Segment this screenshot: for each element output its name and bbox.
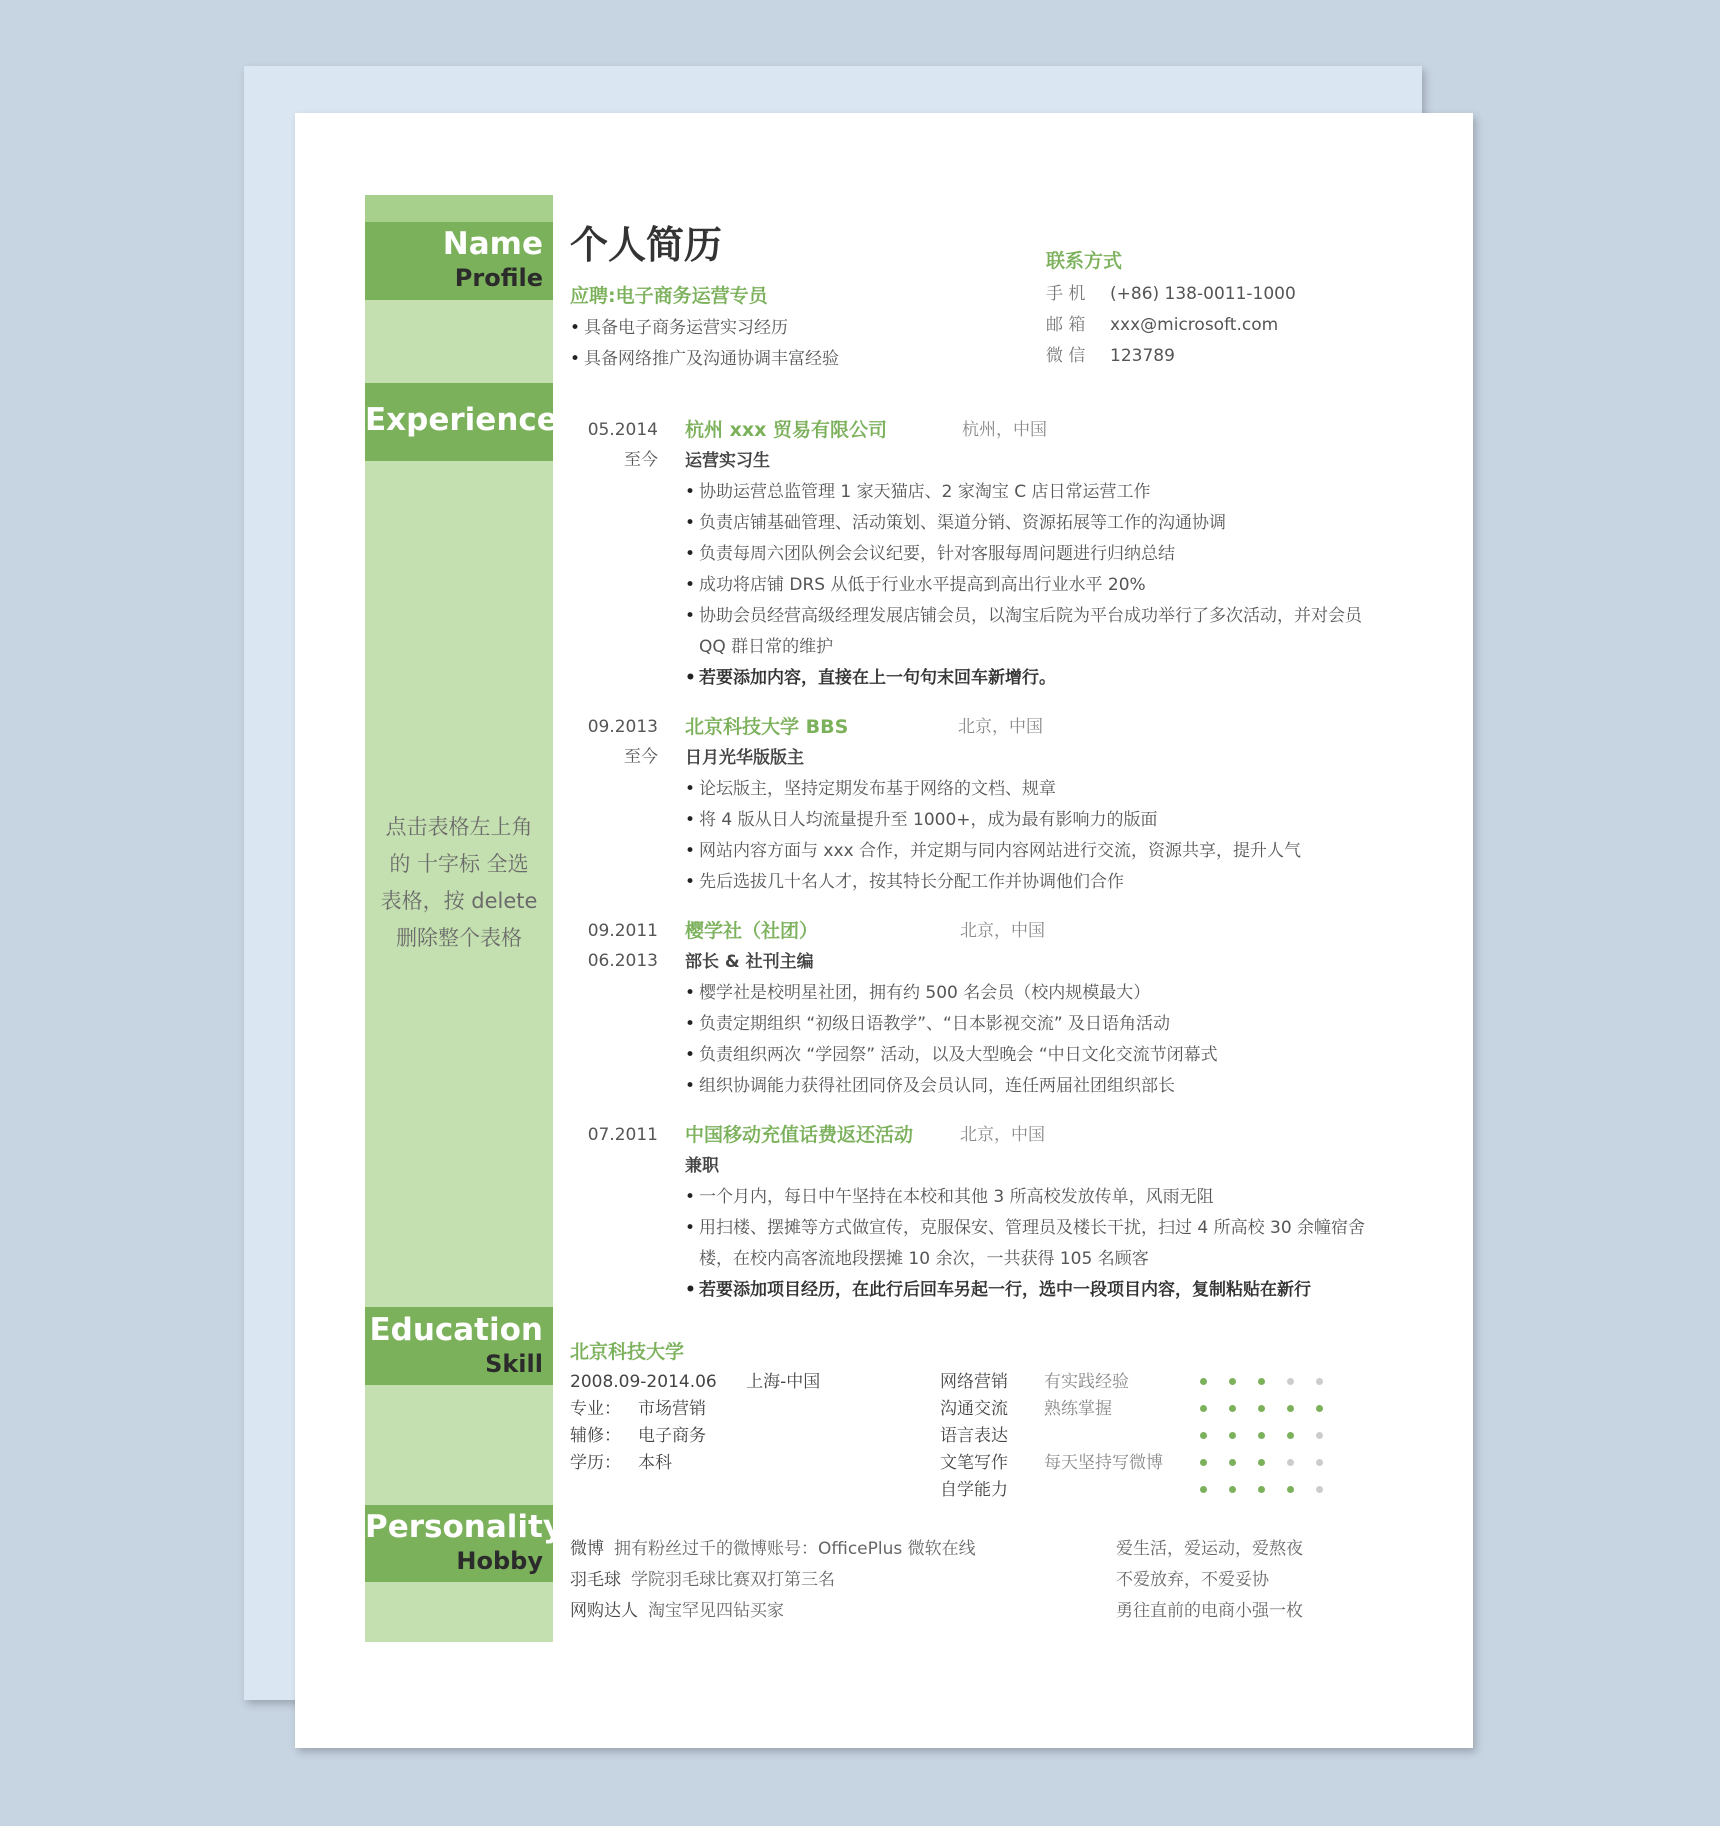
duty-item: • 负责每周六团队例会会议纪要，针对客服每周问题进行归纳总结	[685, 539, 1385, 570]
skill-row	[940, 1450, 1163, 1477]
company-location: 北京，中国	[960, 921, 1045, 941]
highlight-item: • 具备网络推广及沟通协调丰富经验	[570, 344, 839, 375]
rating-dot-filled	[1200, 1486, 1207, 1493]
edu-major-row	[570, 1396, 706, 1423]
start-date: 09.2011	[587, 921, 658, 941]
highlights-list	[570, 313, 839, 375]
skill-desc: 有实践经验	[1044, 1372, 1129, 1392]
date-range	[570, 712, 658, 772]
company-location: 杭州，中国	[962, 420, 1047, 440]
rating-dot-empty	[1316, 1486, 1323, 1493]
minor-value: 电子商务	[638, 1426, 706, 1446]
highlight-item: • 具备电子商务运营实习经历	[570, 313, 839, 344]
personality-label: Personality	[365, 1509, 564, 1545]
education-label: Education	[369, 1312, 543, 1348]
rating-dot-filled	[1258, 1405, 1265, 1412]
edu-minor-row	[570, 1423, 706, 1450]
school-name: 北京科技大学	[570, 1341, 685, 1363]
experience-label: Experience	[365, 402, 558, 438]
rating-dot-empty	[1316, 1378, 1323, 1385]
duty-item: • 协助运营总监管理 1 家天猫店、2 家淘宝 C 店日常运营工作	[685, 477, 1385, 508]
skill-row	[940, 1423, 1044, 1450]
contact-wechat	[1046, 341, 1175, 371]
name-header	[365, 222, 553, 300]
job-role: 运营实习生	[685, 451, 770, 471]
hobby-name: 网购达人	[570, 1601, 638, 1621]
skill-desc: 熟练掌握	[1044, 1399, 1112, 1419]
skill-row	[940, 1369, 1129, 1396]
edu-period-row	[570, 1369, 820, 1396]
add-content-hint: • 若要添加内容，直接在上一句句末回车新增行。	[685, 663, 1385, 694]
apply-position: 应聘:电子商务运营专员	[570, 285, 768, 307]
skill-name: 语言表达	[940, 1426, 1008, 1446]
company-location: 北京，中国	[960, 1125, 1045, 1145]
rating-dot-filled	[1200, 1405, 1207, 1412]
name-label: Name	[442, 226, 543, 262]
sidebar-note	[365, 809, 553, 957]
contact-email	[1046, 310, 1278, 340]
education-header	[365, 1307, 553, 1385]
job-role: 日月光华版版主	[685, 748, 804, 768]
company-name: 杭州 xxx 贸易有限公司	[685, 419, 887, 441]
sidebar-note-line: 删除整个表格	[396, 926, 522, 950]
add-project-hint: • 若要添加项目经历，在此行后回车另起一行，选中一段项目内容，复制粘贴在新行	[685, 1275, 1385, 1306]
hobby-name: 羽毛球	[570, 1570, 621, 1590]
sidebar-note-line: 点击表格左上角	[385, 815, 533, 839]
skill-desc: 每天坚持写微博	[1044, 1453, 1163, 1473]
duty-item: • 成功将店铺 DRS 从低于行业水平提高到高出行业水平 20%	[685, 570, 1385, 601]
major-value: 市场营销	[638, 1399, 706, 1419]
hobby-label: Hobby	[456, 1547, 543, 1575]
skill-name: 文笔写作	[940, 1453, 1008, 1473]
phone-label: 手 机	[1046, 284, 1086, 304]
duty-list	[685, 774, 1385, 898]
date-range	[570, 1120, 658, 1150]
date-range	[570, 916, 658, 976]
end-date: 06.2013	[587, 951, 658, 971]
company-location: 北京，中国	[958, 717, 1043, 737]
rating-dot-filled	[1200, 1432, 1207, 1439]
rating-dot-filled	[1229, 1432, 1236, 1439]
personality-trait: 不爱放弃，不爱妥协	[1116, 1570, 1269, 1590]
rating-dot-filled	[1200, 1378, 1207, 1385]
contact-phone	[1046, 279, 1296, 309]
duty-item: • 负责定期组织 “初级日语教学”、“日本影视交流” 及日语角活动	[685, 1009, 1385, 1040]
rating-dot-filled	[1229, 1486, 1236, 1493]
email-label: 邮 箱	[1046, 315, 1086, 335]
personality-header	[365, 1505, 564, 1582]
rating-dot-filled	[1287, 1432, 1294, 1439]
duty-list	[685, 477, 1385, 694]
sidebar-top-band	[365, 195, 553, 222]
rating-dot-empty	[1287, 1378, 1294, 1385]
start-date: 09.2013	[587, 717, 658, 737]
rating-dot-filled	[1258, 1432, 1265, 1439]
hobby-desc: 学院羽毛球比赛双打第三名	[631, 1570, 835, 1590]
rating-dot-filled	[1316, 1405, 1323, 1412]
duty-item: • 网站内容方面与 xxx 合作，并定期与同内容网站进行交流，资源共享，提升人气	[685, 836, 1385, 867]
rating-dot-filled	[1258, 1378, 1265, 1385]
duty-item: • 负责组织两次 “学园祭” 活动，以及大型晚会 “中日文化交流节闭幕式	[685, 1040, 1385, 1071]
rating-dot-filled	[1229, 1405, 1236, 1412]
duty-item: • 一个月内，每日中午坚持在本校和其他 3 所高校发放传单，风雨无阻	[685, 1182, 1385, 1213]
skill-label: Skill	[485, 1350, 543, 1378]
edu-period: 2008.09-2014.06	[570, 1372, 717, 1392]
hobby-name: 微博	[570, 1539, 604, 1559]
duty-list	[685, 978, 1385, 1102]
end-date: 至今	[624, 450, 658, 470]
duty-item: • 协助会员经营高级经理发展店铺会员，以淘宝后院为平台成功举行了多次活动，并对会员 QQ 群日常的维护	[685, 601, 1385, 663]
hobby-row	[570, 1565, 835, 1596]
sidebar	[365, 195, 564, 1642]
profile-label: Profile	[454, 264, 543, 292]
resume-title: 个人简历	[570, 223, 723, 267]
start-date: 05.2014	[587, 420, 658, 440]
duty-item: • 论坛版主，坚持定期发布基于网络的文档、规章	[685, 774, 1385, 805]
hobby-desc: 拥有粉丝过千的微博账号：OfficePlus 微软在线	[614, 1539, 976, 1559]
major-label: 专业：	[570, 1399, 621, 1419]
duty-list	[685, 1182, 1385, 1306]
skill-name: 网络营销	[940, 1372, 1008, 1392]
edu-degree-row	[570, 1450, 672, 1477]
sidebar-note-line: 表格，按 delete	[380, 889, 538, 913]
skill-row	[940, 1396, 1112, 1423]
rating-dot-filled	[1287, 1405, 1294, 1412]
wechat-value: 123789	[1110, 346, 1175, 366]
rating-dot-empty	[1287, 1459, 1294, 1466]
job-role: 部长 & 社刊主编	[685, 952, 814, 972]
skill-name: 沟通交流	[940, 1399, 1008, 1419]
contact-title: 联系方式	[1046, 250, 1123, 272]
rating-dot-empty	[1316, 1459, 1323, 1466]
duty-item: • 组织协调能力获得社团同侪及会员认同，连任两届社团组织部长	[685, 1071, 1385, 1102]
rating-dot-filled	[1258, 1459, 1265, 1466]
sidebar-note-line: 的 十字标 全选	[389, 852, 529, 876]
email-value: xxx@microsoft.com	[1110, 315, 1279, 335]
duty-item: • 樱学社是校明星社团，拥有约 500 名会员（校内规模最大）	[685, 978, 1385, 1009]
skill-name: 自学能力	[940, 1480, 1008, 1500]
personality-trait: 爱生活，爱运动，爱熬夜	[1116, 1539, 1303, 1559]
degree-value: 本科	[638, 1453, 672, 1473]
personality-trait: 勇往直前的电商小强一枚	[1116, 1601, 1303, 1621]
company-name: 北京科技大学 BBS	[685, 716, 849, 738]
rating-dot-filled	[1200, 1459, 1207, 1466]
rating-dot-filled	[1287, 1486, 1294, 1493]
duty-item: • 用扫楼、摆摊等方式做宣传，克服保安、管理员及楼长干扰，扫过 4 所高校 30 余幢宿舍楼，在校内高客流地段摆摊 10 余次，一共获得 105 名顾客	[685, 1213, 1385, 1275]
duty-item: • 将 4 版从日人均流量提升至 1000+，成为最有影响力的版面	[685, 805, 1385, 836]
company-name: 樱学社（社团）	[685, 920, 819, 942]
rating-dot-filled	[1229, 1378, 1236, 1385]
date-range	[570, 415, 658, 475]
degree-label: 学历：	[570, 1453, 621, 1473]
rating-dot-filled	[1258, 1486, 1265, 1493]
rating-dot-filled	[1229, 1459, 1236, 1466]
company-name: 中国移动充值话费返还活动	[685, 1124, 914, 1146]
experience-header	[365, 383, 558, 461]
hobby-row	[570, 1596, 784, 1627]
rating-dot-empty	[1316, 1432, 1323, 1439]
end-date: 至今	[624, 747, 658, 767]
skill-row	[940, 1477, 1044, 1504]
hobby-row	[570, 1534, 976, 1565]
phone-value: (+86) 138-0011-1000	[1110, 284, 1296, 304]
minor-label: 辅修：	[570, 1426, 621, 1446]
hobby-desc: 淘宝罕见四钻买家	[648, 1601, 784, 1621]
duty-item: • 负责店铺基础管理、活动策划、渠道分销、资源拓展等工作的沟通协调	[685, 508, 1385, 539]
wechat-label: 微 信	[1046, 346, 1086, 366]
duty-item: • 先后选拔几十名人才，按其特长分配工作并协调他们合作	[685, 867, 1385, 898]
edu-place: 上海-中国	[746, 1372, 821, 1392]
job-role: 兼职	[685, 1156, 719, 1176]
start-date: 07.2011	[587, 1125, 658, 1145]
